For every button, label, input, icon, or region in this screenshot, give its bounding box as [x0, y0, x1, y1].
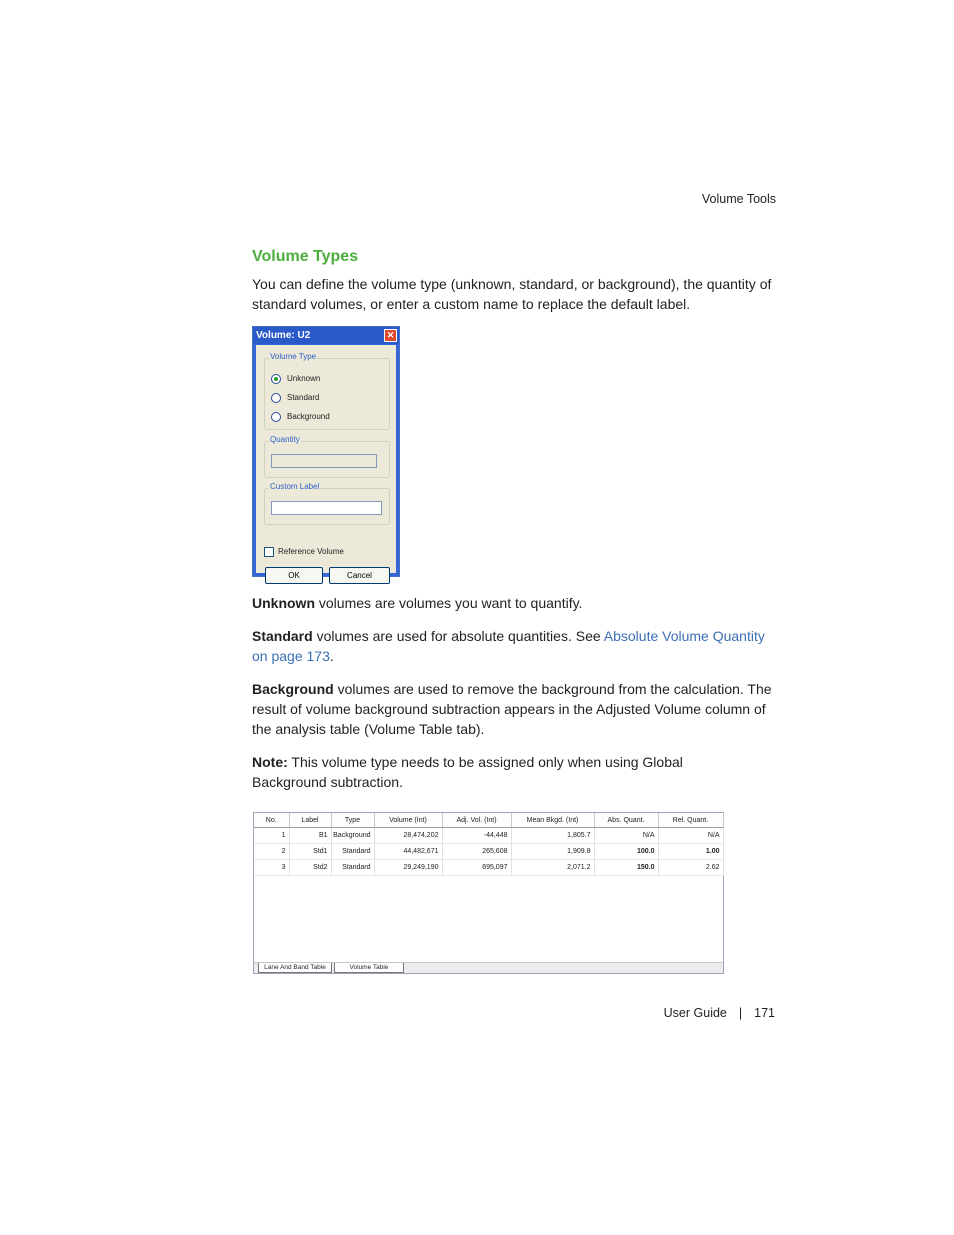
background-term: Background	[252, 681, 334, 697]
radio-standard[interactable]	[271, 392, 319, 404]
cell: B1	[289, 828, 331, 844]
footer	[600, 1006, 775, 1020]
cell: 2,071.2	[511, 860, 594, 876]
table-row[interactable]	[254, 844, 723, 860]
cell: 44,482,671	[374, 844, 442, 860]
radio-unknown-label: Unknown	[287, 374, 321, 383]
radio-background[interactable]	[271, 411, 330, 423]
cell: N/A	[594, 828, 658, 844]
unknown-term: Unknown	[252, 595, 315, 611]
note-paragraph	[252, 752, 712, 792]
standard-paragraph	[252, 626, 777, 666]
cell: 695,097	[442, 860, 511, 876]
note-term: Note:	[252, 754, 288, 770]
cell: 2.62	[658, 860, 723, 876]
cell: 265,608	[442, 844, 511, 860]
custom-label-input[interactable]	[271, 501, 382, 515]
cell: Std1	[289, 844, 331, 860]
standard-text: volumes are used for absolute quantities. See	[312, 628, 604, 644]
custom-label-group	[264, 482, 390, 525]
radio-selected-icon[interactable]	[271, 374, 281, 384]
radio-background-label: Background	[287, 412, 330, 421]
dialog-title: Volume: U2	[253, 327, 399, 344]
cell: 2	[254, 844, 289, 860]
tab-volume-table[interactable]: Volume Table	[334, 963, 404, 973]
standard-end: .	[329, 648, 334, 664]
background-text: volumes are used to remove the background from the calculation. The result of volume background subtraction appears in the Adjusted Volume column of the analysis table (Volume Table tab).	[252, 681, 772, 737]
volume-table	[254, 813, 724, 876]
radio-unknown[interactable]	[271, 373, 320, 385]
column-header[interactable]: No.	[254, 813, 289, 828]
sheet-tabs	[254, 962, 723, 973]
reference-volume-checkbox[interactable]	[264, 547, 344, 557]
cell: 1,909.8	[511, 844, 594, 860]
volume-table-screenshot	[253, 812, 724, 974]
absolute-volume-link[interactable]: Absolute Volume Quantity on page 173	[252, 628, 765, 664]
cell: 3	[254, 860, 289, 876]
cell: 1	[254, 828, 289, 844]
cell: 1.00	[658, 844, 723, 860]
table-header-row	[254, 813, 723, 828]
column-header[interactable]: Volume (Int)	[374, 813, 442, 828]
reference-volume-label: Reference Volume	[278, 547, 344, 557]
footer-guide: User Guide	[663, 1006, 727, 1020]
cell: Standard	[331, 844, 374, 860]
cell: Standard	[331, 860, 374, 876]
cell: 100.0	[594, 844, 658, 860]
radio-standard-label: Standard	[287, 393, 320, 402]
column-header[interactable]: Label	[289, 813, 331, 828]
note-text: This volume type needs to be assigned only when using Global Background subtraction.	[252, 754, 683, 790]
standard-term: Standard	[252, 628, 313, 644]
custom-label-group-title: Custom Label	[270, 482, 320, 491]
quantity-group	[264, 435, 390, 478]
cell: -44,448	[442, 828, 511, 844]
cancel-button[interactable]: Cancel	[329, 567, 390, 584]
volume-type-group	[264, 352, 390, 430]
running-head: Volume Tools	[701, 192, 776, 206]
ok-button[interactable]: OK	[265, 567, 323, 584]
quantity-group-title: Quantity	[270, 435, 300, 444]
unknown-text: volumes are volumes you want to quantify.	[315, 595, 583, 611]
column-header[interactable]: Rel. Quant.	[658, 813, 723, 828]
checkbox-icon[interactable]	[264, 547, 274, 557]
cell: 1,805.7	[511, 828, 594, 844]
intro-paragraph: You can define the volume type (unknown, standard, or background), the quantity of standard volumes, or enter a custom name to replace the default label.	[252, 276, 772, 312]
footer-separator: |	[738, 1006, 743, 1020]
radio-icon[interactable]	[271, 393, 281, 403]
volume-type-group-title: Volume Type	[270, 352, 317, 361]
column-header[interactable]: Abs. Quant.	[594, 813, 658, 828]
section-title: Volume Types	[252, 248, 359, 265]
tab-lane-and-band-table[interactable]: Lane And Band Table	[258, 963, 332, 973]
quantity-input[interactable]	[271, 454, 377, 468]
close-icon[interactable]: ✕	[384, 329, 397, 342]
dialog-body	[256, 345, 396, 580]
cell: Background	[331, 828, 374, 844]
table-row[interactable]	[254, 828, 723, 844]
volume-dialog	[252, 326, 400, 580]
column-header[interactable]: Mean Bkgd. (Int)	[511, 813, 594, 828]
cell: 29,249,190	[374, 860, 442, 876]
page-number: 171	[754, 1006, 775, 1020]
column-header[interactable]: Adj. Vol. (Int)	[442, 813, 511, 828]
cell: 28,474,202	[374, 828, 442, 844]
table-row[interactable]	[254, 860, 723, 876]
cell: N/A	[658, 828, 723, 844]
radio-icon[interactable]	[271, 412, 281, 422]
cell: Std2	[289, 860, 331, 876]
column-header[interactable]: Type	[331, 813, 374, 828]
cell: 150.0	[594, 860, 658, 876]
background-paragraph	[252, 679, 777, 739]
unknown-paragraph	[252, 593, 777, 613]
